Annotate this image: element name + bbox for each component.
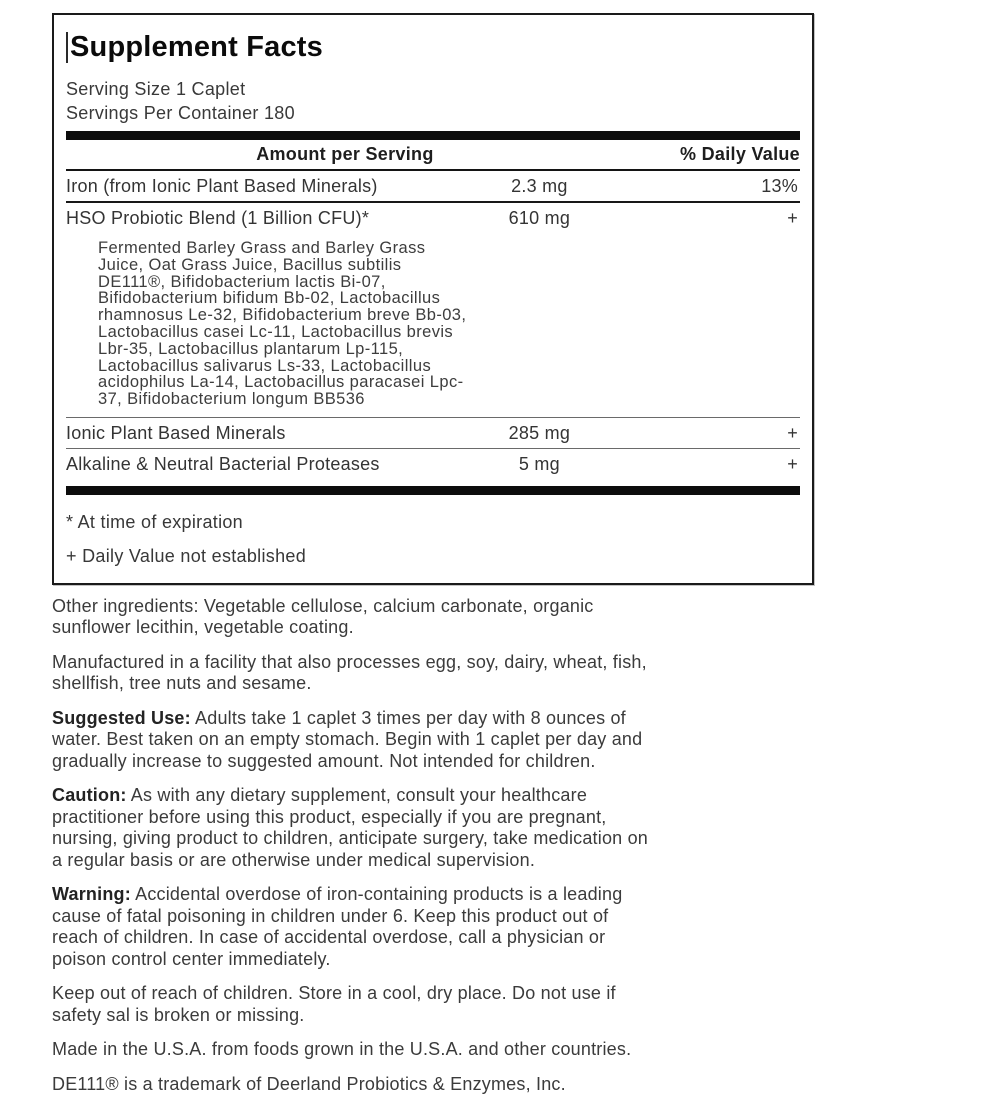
footnote: * At time of expiration xyxy=(66,511,243,532)
paragraph-lead: Suggested Use: xyxy=(52,707,191,728)
paragraph-storage xyxy=(52,983,892,1026)
paragraph-text: Keep out of reach of children. Store in a cool, dry place. Do not use if xyxy=(52,983,616,1004)
paragraph-other-ingredients xyxy=(52,596,892,639)
paragraph-lead: Warning: xyxy=(52,884,131,905)
paragraph-line: reach of children. In case of accidental overdose, call a physician or xyxy=(52,927,606,948)
blend-ingredient-line: rhamnosus Le-32, Bifidobacterium breve Bb-03, xyxy=(98,306,467,325)
paragraph-line xyxy=(52,983,892,1005)
paragraph-line: practitioner before using this product, especially if you are pregnant, xyxy=(52,806,607,827)
amount-column-header: Amount per Serving xyxy=(256,144,434,164)
paragraph-text: Accidental overdose of iron-containing products is a leading xyxy=(130,884,623,905)
nutrient-daily-value: + xyxy=(787,453,798,474)
paragraph-line xyxy=(52,785,892,807)
blend-ingredient-line: Juice, Oat Grass Juice, Bacillus subtilis xyxy=(98,255,402,274)
paragraph-lead: Caution: xyxy=(52,785,127,806)
row-bacterial-proteases xyxy=(66,449,800,479)
paragraph-line: poison control center immediately. xyxy=(52,948,331,969)
nutrient-daily-value: 13% xyxy=(761,176,798,196)
blend-ingredient-line: Lactobacillus salivarus Ls-33, Lactobacillus xyxy=(98,356,432,375)
label-body-text xyxy=(52,596,892,1095)
nutrient-amount: 2.3 mg xyxy=(511,176,568,196)
row-ionic-minerals xyxy=(66,418,800,448)
nutrient-name: Ionic Plant Based Minerals xyxy=(66,422,286,443)
paragraph-line: gradually increase to suggested amount. Not intended for children. xyxy=(52,750,596,771)
paragraph-text: As with any dietary supplement, consult your healthcare xyxy=(126,785,588,806)
paragraph-line xyxy=(52,1074,892,1095)
nutrient-daily-value: + xyxy=(787,422,798,443)
text-cursor-artifact xyxy=(66,32,68,63)
paragraph-line: shellfish, tree nuts and sesame. xyxy=(52,673,312,694)
panel-title: Supplement Facts xyxy=(70,31,323,63)
paragraph-made-in-usa xyxy=(52,1039,892,1061)
paragraph-line: a regular basis or are otherwise under medical supervision. xyxy=(52,849,536,870)
paragraph-lines xyxy=(52,807,892,872)
paragraph-text: Adults take 1 caplet 3 times per day with 8 ounces of xyxy=(190,707,626,728)
paragraph-lines xyxy=(52,673,892,695)
paragraph-line: safety sal is broken or missing. xyxy=(52,1004,305,1025)
thick-divider-top xyxy=(66,131,800,140)
paragraph-line xyxy=(52,652,892,674)
blend-ingredient-line: Lactobacillus casei Lc-11, Lactobacillus brevis xyxy=(98,322,454,341)
paragraph-text: Other ingredients: Vegetable cellulose, calcium carbonate, organic xyxy=(52,595,594,616)
blend-ingredient-line: Lbr-35, Lactobacillus plantarum Lp-115, xyxy=(98,339,404,358)
paragraph-lines xyxy=(52,729,892,772)
paragraph-text: DE111® is a trademark of Deerland Probiotics & Enzymes, Inc. xyxy=(52,1073,566,1094)
footnote: + Daily Value not established xyxy=(66,545,307,566)
supplement-facts-panel xyxy=(52,13,814,585)
nutrient-amount: 285 mg xyxy=(508,422,571,443)
paragraph-lines xyxy=(52,1005,892,1027)
paragraph-line xyxy=(52,1039,892,1061)
blend-ingredient-list xyxy=(98,240,800,408)
servings-per-container: Servings Per Container 180 xyxy=(66,103,295,123)
nutrient-daily-value: + xyxy=(787,208,798,228)
paragraph-line: nursing, giving product to children, anticipate surgery, take medication on xyxy=(52,828,648,849)
paragraph-line xyxy=(52,708,892,730)
paragraph-lines xyxy=(52,906,892,971)
paragraph-line: sunflower lecithin, vegetable coating. xyxy=(52,617,354,638)
table-header xyxy=(66,140,800,171)
footnotes xyxy=(66,512,800,567)
panel-title-row xyxy=(66,31,800,64)
paragraph-warning xyxy=(52,884,892,970)
paragraph-line xyxy=(52,596,892,618)
daily-value-column-header: % Daily Value xyxy=(680,144,800,164)
blend-ingredient-line: Fermented Barley Grass and Barley Grass xyxy=(98,239,426,257)
paragraph-text: Made in the U.S.A. from foods grown in the U.S.A. and other countries. xyxy=(52,1039,632,1060)
nutrient-amount: 610 mg xyxy=(508,208,571,228)
blend-ingredient-line: 37, Bifidobacterium longum BB536 xyxy=(98,390,365,409)
nutrient-name: HSO Probiotic Blend (1 Billion CFU)* xyxy=(66,208,370,228)
nutrient-name: Iron (from Ionic Plant Based Minerals) xyxy=(66,176,378,196)
paragraph-trademark xyxy=(52,1074,892,1095)
thick-divider-bottom xyxy=(66,486,800,495)
serving-size: Serving Size 1 Caplet xyxy=(66,79,246,99)
row-iron xyxy=(66,171,800,201)
nutrient-amount: 5 mg xyxy=(518,453,560,474)
paragraph-text: Manufactured in a facility that also processes egg, soy, dairy, wheat, fish, xyxy=(52,651,647,672)
paragraph-line xyxy=(52,884,892,906)
nutrient-name: Alkaline & Neutral Bacterial Proteases xyxy=(66,453,380,474)
paragraph-suggested-use xyxy=(52,708,892,773)
blend-ingredient-line: acidophilus La-14, Lactobacillus paracasei Lpc- xyxy=(98,373,464,392)
paragraph-lines xyxy=(52,617,892,639)
paragraph-line: water. Best taken on an empty stomach. Begin with 1 caplet per day and xyxy=(52,729,643,750)
paragraph-line: cause of fatal poisoning in children under 6. Keep this product out of xyxy=(52,905,609,926)
row-hso-probiotic-blend xyxy=(66,203,800,233)
paragraph-allergen-facility xyxy=(52,652,892,695)
blend-ingredient-line: Bifidobacterium bifidum Bb-02, Lactobacillus xyxy=(98,289,441,308)
blend-ingredient-line: DE111®, Bifidobacterium lactis Bi-07, xyxy=(98,272,386,291)
paragraph-caution xyxy=(52,785,892,871)
